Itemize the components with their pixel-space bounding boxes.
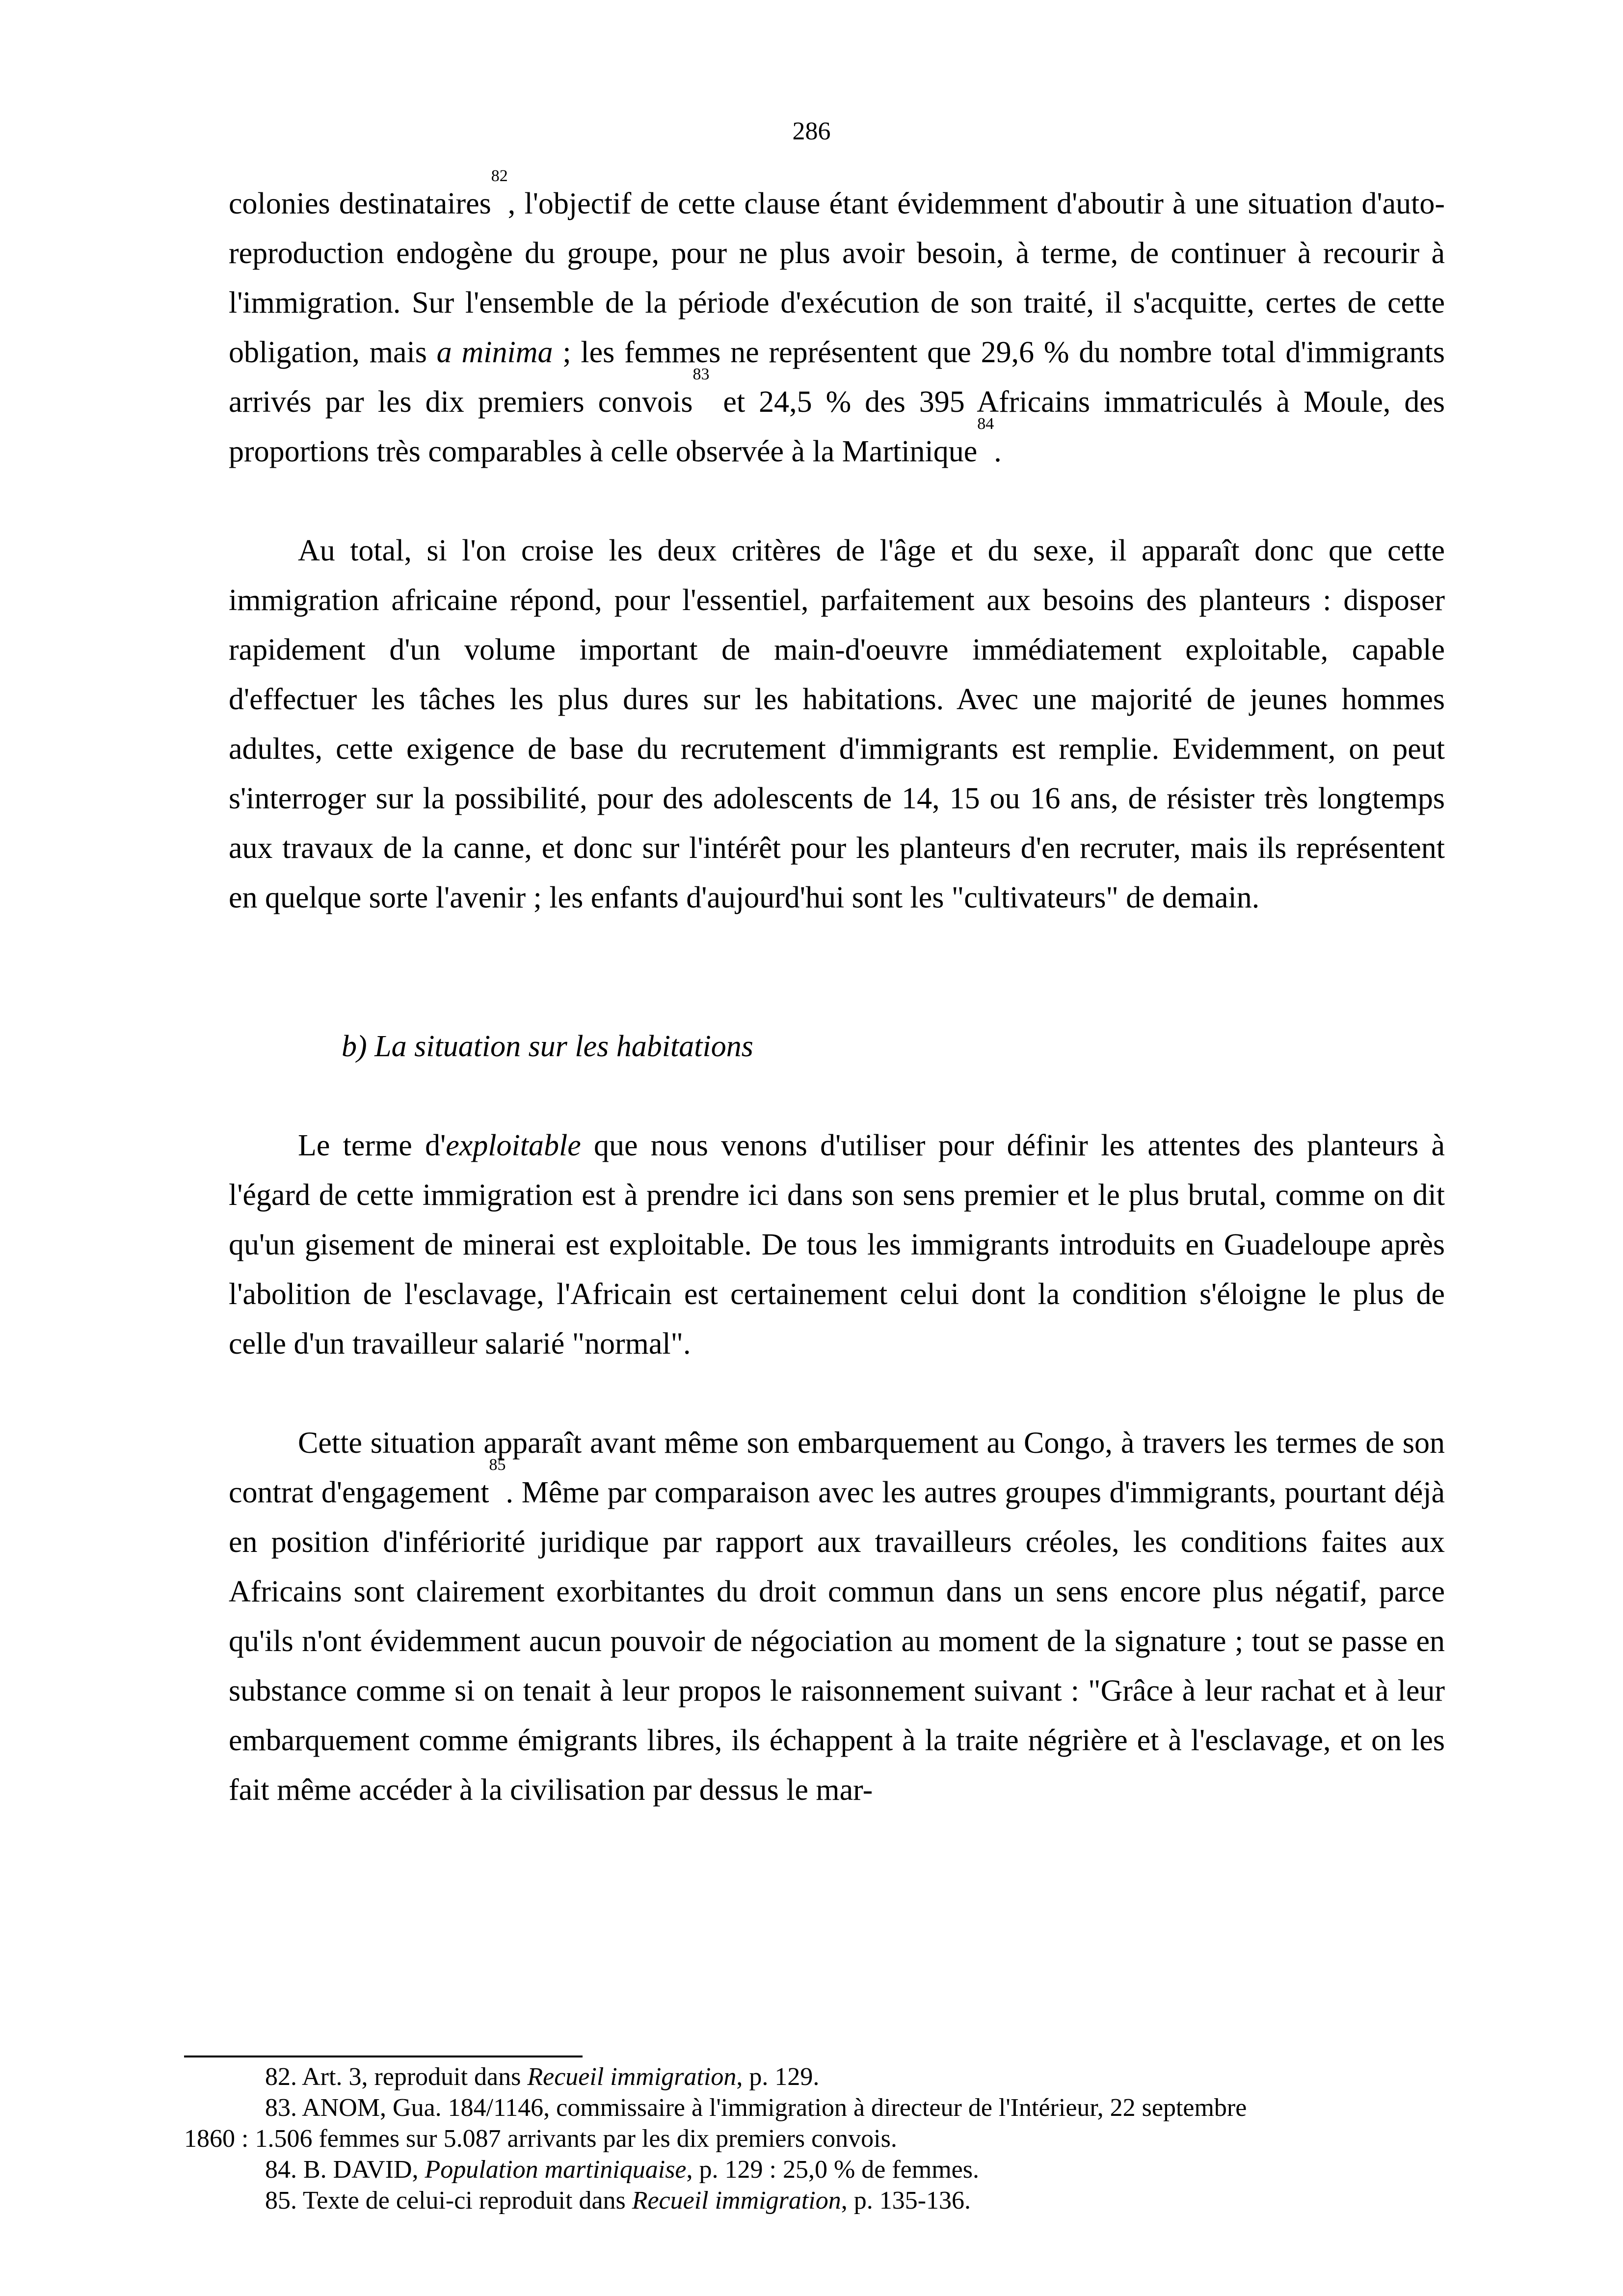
text-run: , p. 129 : 25,0 % de femmes.: [686, 2156, 979, 2184]
text-run: Cette situation apparaît avant même son embarquement au Congo, à travers les termes de son contrat d'engagement: [229, 1426, 1445, 1509]
text-run: 84. B. DAVID,: [265, 2156, 425, 2184]
page-number: 286: [792, 117, 831, 145]
section-heading: b) La situation sur les habitations: [342, 1030, 753, 1063]
text-run: colonies destinataires: [229, 187, 491, 220]
text-run: , l'objectif de cette clause étant évidemment d'aboutir à une situation d'auto-reproduction endogène du groupe, pour ne plus avoir besoin, à terme, de continuer à recourir à l'immigration. Sur l'ensemble de la période d'exécution de son traité, il s'acquitte, certes de cette obligation, mais: [229, 187, 1445, 369]
paragraph-1: [229, 167, 1445, 477]
italic-term: a minima: [436, 336, 553, 369]
footnote-ref-83[interactable]: 83: [692, 365, 710, 383]
footnote-83-continued: 1860 : 1.506 femmes sur 5.087 arrivants par les dix premiers convois.: [184, 2125, 897, 2153]
footnote-82: [184, 2061, 1445, 2092]
footnote-separator: [184, 2056, 583, 2057]
paragraph-2: Au total, si l'on croise les deux critères de l'âge et du sexe, il apparaît donc que cette immigration africaine répond, pour l'essentiel, parfaitement aux besoins des planteurs : disposer rapidement d'un volume important de main-d'oeuvre immédiatement exploitable, capable d'effectuer les tâches les plus dures sur les habitations. Avec une majorité de jeunes hommes adultes, cette exigence de base du recrutement d'immigrants est remplie. Evidemment, on peut s'interroger sur la possibilité, pour des adolescents de 14, 15 ou 16 ans, de résister très longtemps aux travaux de la canne, et donc sur l'intérêt pour les planteurs d'en recruter, mais ils représentent en quelque sorte l'avenir ; les enfants d'aujourd'hui sont les "cultivateurs" de demain.: [229, 534, 1445, 914]
footnote-85: [184, 2185, 1445, 2216]
footnote-83: [184, 2092, 1445, 2123]
text-run: que nous venons d'utiliser pour définir les attentes des planteurs à l'égard de cette immigration est à prendre ici dans son sens premier et le plus brutal, comme on dit qu'un gisement de minerai est exploitable. De tous les immigrants introduits en Guadeloupe après l'abolition de l'esclavage, l'Africain est certainement celui dont la condition s'éloigne le plus de celle d'un travailleur salarié "normal".: [229, 1129, 1445, 1361]
text-run: Le terme d': [298, 1129, 446, 1162]
body-text: [229, 167, 1445, 1815]
text-run: , p. 129.: [736, 2063, 820, 2091]
text-run: ; les femmes ne représentent que 29,6 % du nombre total d'immigrants arrivés par les dix premiers convois: [229, 336, 1445, 419]
footnote-ref-82[interactable]: 82: [491, 167, 508, 185]
italic-title: Population martiniquaise: [425, 2156, 687, 2184]
italic-term: exploitable: [446, 1129, 581, 1162]
paragraph-3: [229, 1121, 1445, 1369]
footnote-ref-85[interactable]: 85: [489, 1456, 506, 1474]
italic-title: Recueil immigration: [632, 2187, 841, 2215]
italic-title: Recueil immigration: [527, 2063, 737, 2091]
footnote-ref-84[interactable]: 84: [977, 415, 994, 433]
footnotes: [184, 2061, 1445, 2216]
text-run: , p. 135-136.: [841, 2187, 971, 2215]
text-run: 83. ANOM, Gua. 184/1146, commissaire à l'immigration à directeur de l'Intérieur, 22 septembre: [265, 2094, 1247, 2122]
footnote-84: [184, 2154, 1445, 2185]
text-run: 85. Texte de celui-ci reproduit dans: [265, 2187, 632, 2215]
text-run: .: [994, 435, 1002, 468]
text-run: . Même par comparaison avec les autres groupes d'immigrants, pourtant déjà en position d'infériorité juridique par rapport aux travailleurs créoles, les conditions faites aux Africains sont clairement exorbitantes du droit commun dans un sens encore plus négatif, parce qu'ils n'ont évidemment aucun pouvoir de négociation au moment de la signature ; tout se passe en substance comme si on tenait à leur propos le raisonnement suivant : "Grâce à leur rachat et à leur embarquement comme émigrants libres, ils échappent à la traite négrière et à l'esclavage, et on les fait même accéder à la civilisation par dessus le mar-: [229, 1476, 1445, 1807]
text-run: 82. Art. 3, reproduit dans: [265, 2063, 528, 2091]
text-run: et 24,5 % des 395 Africains immatriculés à Moule, des proportions très comparables à celle observée à la Martinique: [229, 385, 1445, 468]
paragraph-4: [229, 1418, 1445, 1815]
